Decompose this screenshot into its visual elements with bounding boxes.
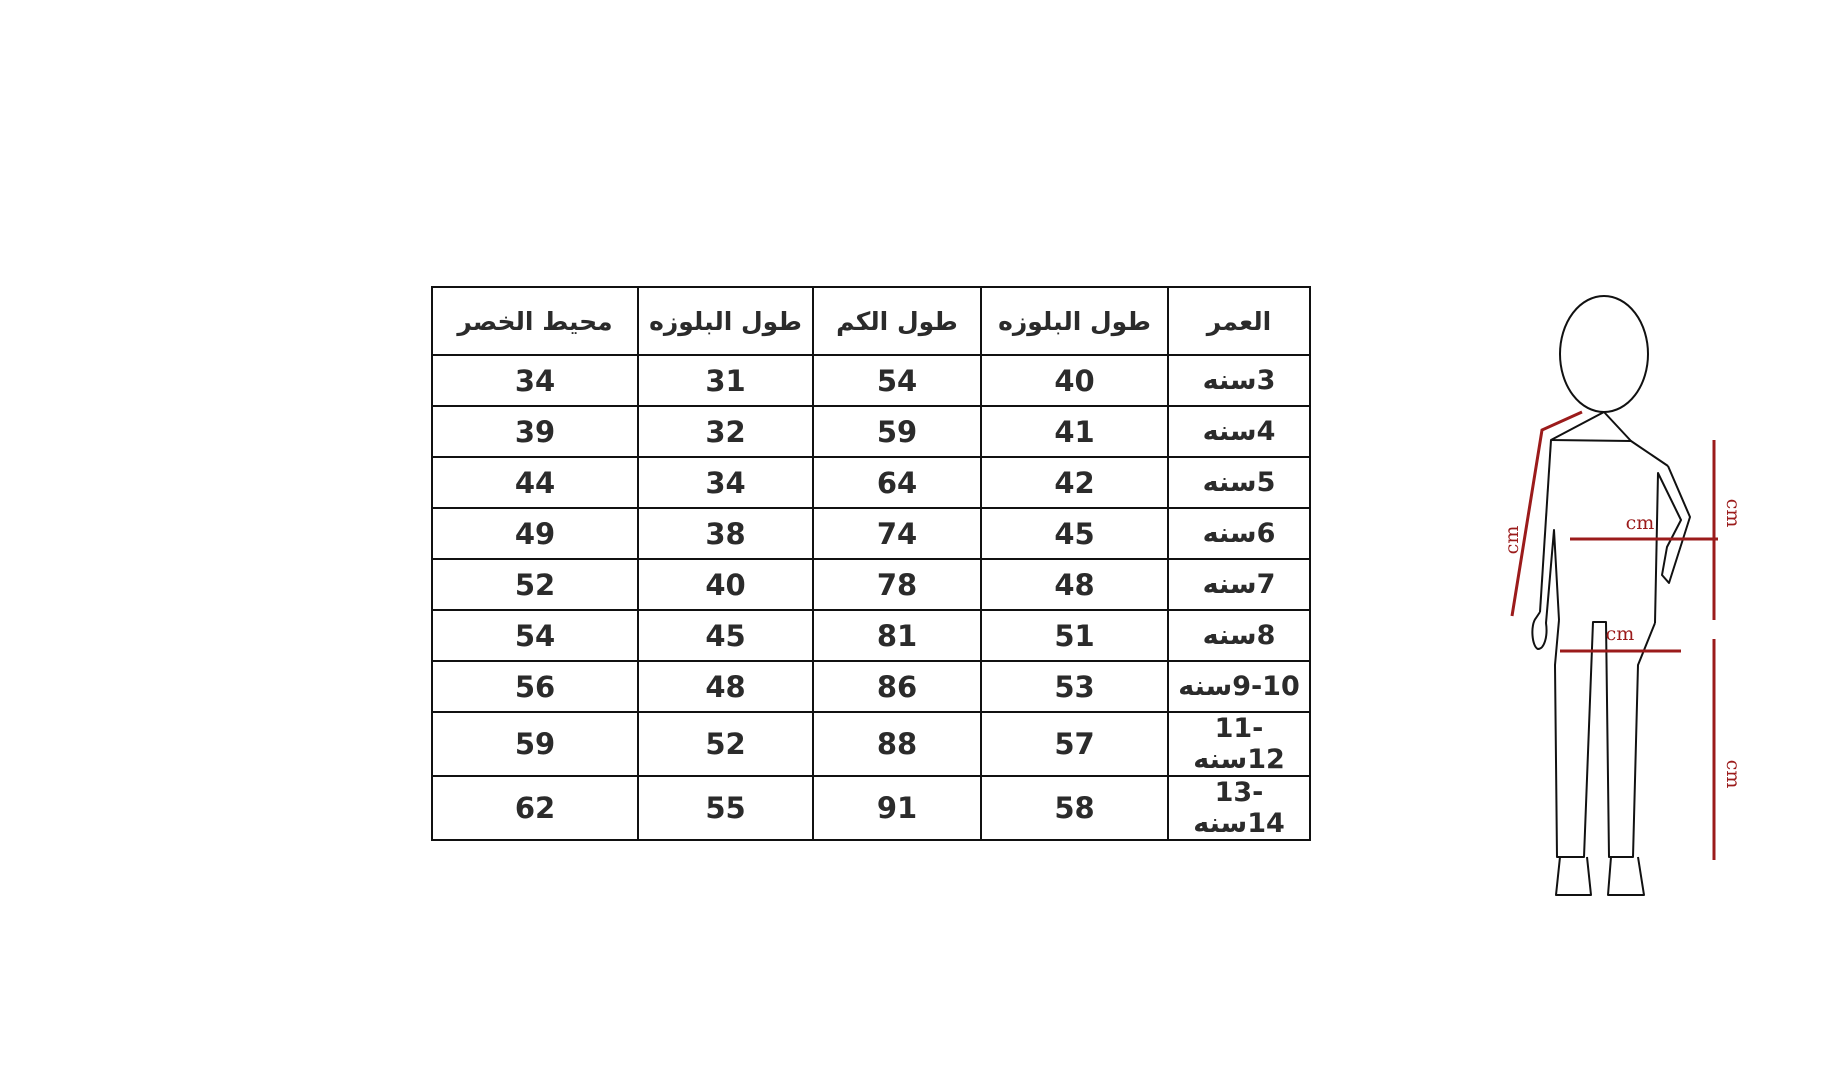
age-cell: 13-14سنه	[1168, 776, 1310, 840]
pants-length-cm-label: cm	[1722, 759, 1744, 789]
age-cell: 4سنه	[1168, 406, 1310, 457]
header-top-length: طول البلوزه	[981, 287, 1168, 355]
right-arm-shape	[1655, 466, 1690, 623]
age-cell: 6سنه	[1168, 508, 1310, 559]
value-cell: 54	[813, 355, 981, 406]
value-cell: 32	[638, 406, 813, 457]
table-row	[432, 776, 1310, 840]
chest-cm-label: cm	[1625, 512, 1655, 534]
waist-cm-label: cm	[1605, 623, 1635, 645]
age-cell: 3سنه	[1168, 355, 1310, 406]
right-shoe-shape	[1608, 857, 1644, 895]
value-cell: 45	[638, 610, 813, 661]
value-cell: 42	[981, 457, 1168, 508]
table-row	[432, 355, 1310, 406]
torso-right-outline	[1631, 441, 1668, 466]
table-row	[432, 457, 1310, 508]
header-age: العمر	[1168, 287, 1310, 355]
value-cell: 38	[638, 508, 813, 559]
age-cell: 9-10سنه	[1168, 661, 1310, 712]
value-cell: 45	[981, 508, 1168, 559]
table-row	[432, 712, 1310, 776]
header-top-length-2: طول البلوزه	[638, 287, 813, 355]
table-row	[432, 610, 1310, 661]
value-cell: 53	[981, 661, 1168, 712]
value-cell: 57	[981, 712, 1168, 776]
value-cell: 81	[813, 610, 981, 661]
measurement-figure	[1480, 285, 1744, 915]
age-cell: 7سنه	[1168, 559, 1310, 610]
value-cell: 44	[432, 457, 638, 508]
value-cell: 49	[432, 508, 638, 559]
value-cell: 41	[981, 406, 1168, 457]
age-cell: 8سنه	[1168, 610, 1310, 661]
left-shoe-shape	[1556, 857, 1591, 895]
head-shape	[1560, 296, 1648, 412]
value-cell: 78	[813, 559, 981, 610]
value-cell: 40	[638, 559, 813, 610]
value-cell: 34	[638, 457, 813, 508]
value-cell: 58	[981, 776, 1168, 840]
value-cell: 59	[813, 406, 981, 457]
sleeve-cm-label: cm	[1501, 525, 1523, 555]
value-cell: 48	[981, 559, 1168, 610]
table-row	[432, 559, 1310, 610]
header-sleeve-length: طول الكم	[813, 287, 981, 355]
value-cell: 48	[638, 661, 813, 712]
pants-shape	[1555, 620, 1655, 857]
age-cell: 5سنه	[1168, 457, 1310, 508]
value-cell: 56	[432, 661, 638, 712]
table-row	[432, 508, 1310, 559]
value-cell: 64	[813, 457, 981, 508]
value-cell: 40	[981, 355, 1168, 406]
table-header-row	[432, 287, 1310, 355]
top-length-cm-label: cm	[1722, 498, 1744, 528]
value-cell: 39	[432, 406, 638, 457]
value-cell: 54	[432, 610, 638, 661]
value-cell: 62	[432, 776, 638, 840]
value-cell: 52	[432, 559, 638, 610]
header-waist: محيط الخصر	[432, 287, 638, 355]
value-cell: 86	[813, 661, 981, 712]
value-cell: 88	[813, 712, 981, 776]
value-cell: 34	[432, 355, 638, 406]
value-cell: 52	[638, 712, 813, 776]
table-row	[432, 406, 1310, 457]
value-cell: 59	[432, 712, 638, 776]
size-chart-table	[431, 286, 1311, 841]
value-cell: 51	[981, 610, 1168, 661]
left-arm-shape	[1532, 530, 1559, 649]
value-cell: 74	[813, 508, 981, 559]
value-cell: 31	[638, 355, 813, 406]
body-outline	[1532, 296, 1690, 895]
value-cell: 91	[813, 776, 981, 840]
table-row	[432, 661, 1310, 712]
age-cell: 11-12سنه	[1168, 712, 1310, 776]
body-outline-illustration	[1480, 285, 1744, 915]
neck-shoulders-shape	[1551, 412, 1631, 441]
value-cell: 55	[638, 776, 813, 840]
